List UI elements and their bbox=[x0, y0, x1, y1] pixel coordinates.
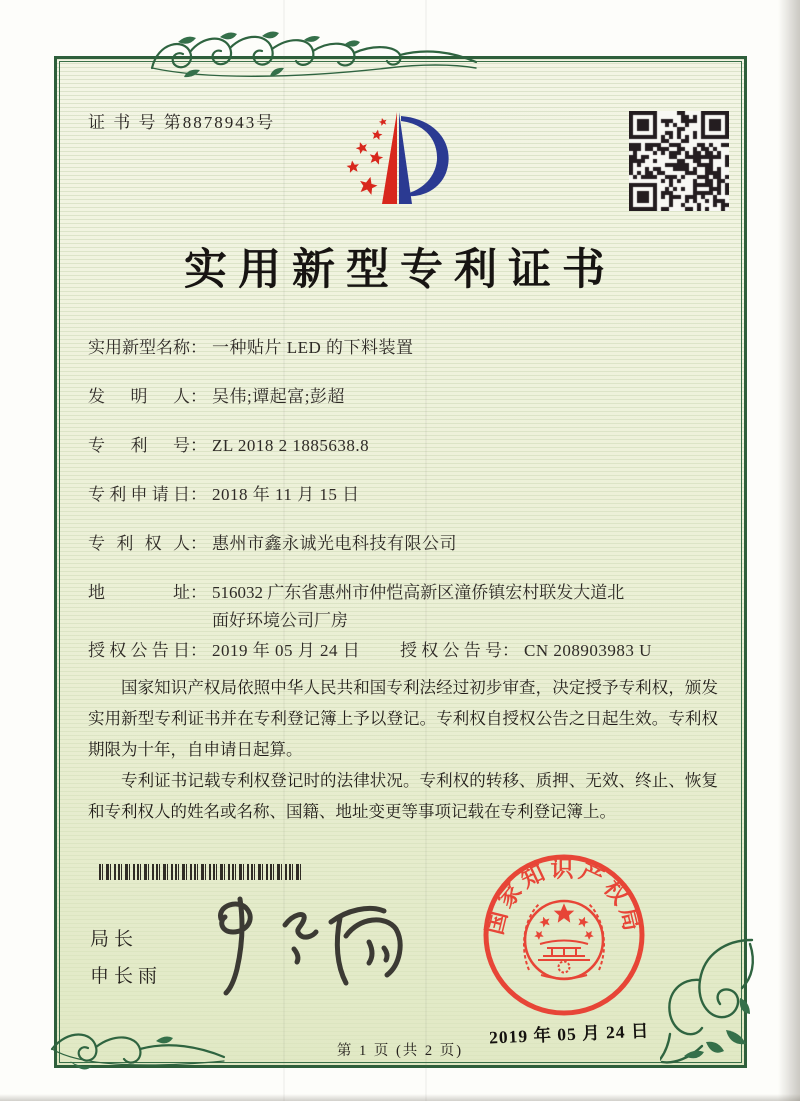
signature-icon bbox=[193, 891, 421, 999]
field-label: 授权公告号 bbox=[400, 641, 502, 660]
page-number: 第 1 页 (共 2 页) bbox=[336, 1043, 464, 1059]
official-seal bbox=[481, 852, 647, 1018]
barcode bbox=[99, 864, 303, 880]
svg-text:国家知识产权局 bbox=[482, 856, 646, 937]
field-value: 惠州市鑫永诚光电科技有限公司 bbox=[212, 534, 457, 553]
field-inventors: 发明人： 吴伟;谭起富;彭超 bbox=[88, 383, 728, 411]
field-value: 吴伟;谭起富;彭超 bbox=[212, 387, 345, 406]
field-label: 专利申请日 bbox=[88, 485, 190, 504]
field-label: 授权公告日 bbox=[88, 641, 190, 660]
field-filing-date: 专利申请日： 2018 年 11 月 15 日 bbox=[88, 481, 728, 509]
legal-paragraph-1: 国家知识产权局依照中华人民共和国专利法经过初步审查，决定授予专利权，颁发实用新型专利证书并在专利登记簿上予以登记。专利权自授权公告之日起生效。专利权期限为十年，自申请日起算。 bbox=[88, 678, 718, 759]
field-label: 发明人 bbox=[88, 387, 190, 406]
commissioner-name: 申长雨 bbox=[90, 966, 163, 987]
field-grant-date: 授权公告日： 2019 年 05 月 24 日 bbox=[88, 641, 360, 660]
commissioner-title: 局长 bbox=[90, 929, 139, 950]
field-value: 2018 年 11 月 15 日 bbox=[212, 485, 360, 504]
cnipa-logo-icon bbox=[337, 96, 469, 218]
legal-text bbox=[88, 672, 718, 827]
national-emblem-icon bbox=[524, 901, 604, 979]
field-label: 实用新型名称 bbox=[88, 338, 190, 357]
field-grant-number: 授权公告号： CN 208903983 U bbox=[400, 637, 652, 665]
certificate-number: 证 书 号 第8878943号 bbox=[88, 113, 276, 132]
field-value: 516032 广东省惠州市仲恺高新区潼侨镇宏村联发大道北 面好环境公司厂房 bbox=[212, 583, 625, 630]
legal-paragraph-2: 专利证书记载专利权登记时的法律状况。专利权的转移、质押、无效、终止、恢复和专利权人的姓名或名称、国籍、地址变更等事项记载在专利登记簿上。 bbox=[88, 771, 718, 821]
certificate-fields bbox=[88, 334, 728, 686]
field-invention-name: 实用新型名称： 一种贴片 LED 的下料装置 bbox=[88, 334, 728, 362]
seal-text: 国家知识产权局 bbox=[482, 856, 646, 938]
field-grant-row bbox=[88, 637, 728, 665]
field-label: 地址 bbox=[88, 583, 190, 602]
field-value: ZL 2018 2 1885638.8 bbox=[212, 436, 370, 455]
field-value: CN 208903983 U bbox=[524, 641, 652, 660]
field-label: 专利号 bbox=[88, 436, 190, 455]
field-patentee: 专利权人： 惠州市鑫永诚光电科技有限公司 bbox=[88, 530, 728, 558]
certificate-title: 实用新型专利证书 bbox=[184, 247, 616, 294]
field-label: 专利权人 bbox=[88, 534, 190, 553]
field-value: 一种贴片 LED 的下料装置 bbox=[212, 338, 414, 357]
field-value: 2019 年 05 月 24 日 bbox=[212, 641, 361, 660]
field-patent-number: 专利号： ZL 2018 2 1885638.8 bbox=[88, 432, 728, 460]
field-address: 地址： 516032 广东省惠州市仲恺高新区潼侨镇宏村联发大道北 面好环境公司厂房 bbox=[88, 579, 728, 635]
qr-code bbox=[629, 111, 729, 211]
seal-date: 2019 年 05 月 24 日 bbox=[488, 1020, 650, 1048]
